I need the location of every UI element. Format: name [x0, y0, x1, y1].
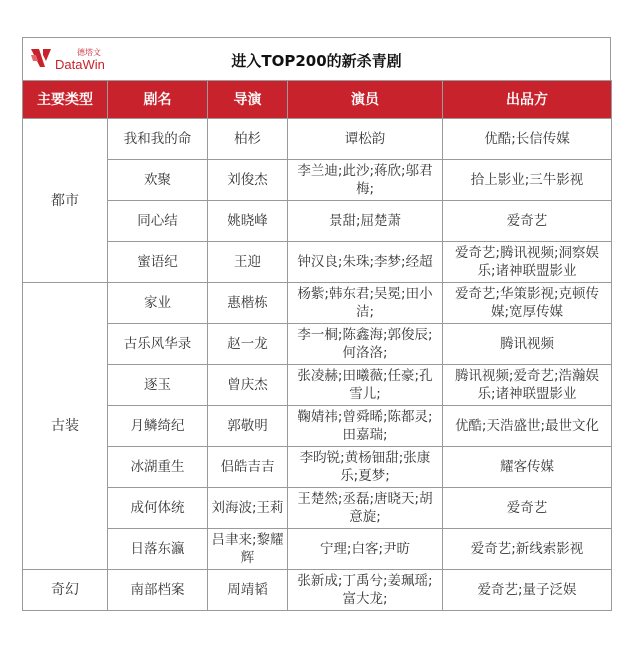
drama-director: 吕聿来;黎耀辉: [208, 529, 288, 570]
drama-actors: 李兰迪;此沙;蒋欣;邬君梅;: [288, 160, 443, 201]
table-row: [23, 488, 612, 529]
table-row: [23, 529, 612, 570]
drama-producer: 爱奇艺;腾讯视频;洞察娱乐;诸神联盟影业: [443, 242, 612, 283]
drama-director: 侣皓吉吉: [208, 447, 288, 488]
table-row: [23, 570, 612, 611]
drama-actors: 杨紫;韩东君;吴冕;田小洁;: [288, 283, 443, 324]
title-bar: [22, 37, 611, 80]
drama-director: 王迎: [208, 242, 288, 283]
drama-actors: 景甜;屈楚萧: [288, 201, 443, 242]
drama-producer: 优酷;天浩盛世;最世文化: [443, 406, 612, 447]
drama-name: 逐玉: [108, 365, 208, 406]
table-header-row: [23, 81, 612, 119]
drama-director: 郭敬明: [208, 406, 288, 447]
drama-name: 南部档案: [108, 570, 208, 611]
table-row: [23, 447, 612, 488]
drama-producer: 爱奇艺: [443, 201, 612, 242]
drama-name: 同心结: [108, 201, 208, 242]
drama-director: 曾庆杰: [208, 365, 288, 406]
drama-actors: 王楚然;丞磊;唐晓天;胡意旋;: [288, 488, 443, 529]
table-row: [23, 365, 612, 406]
table-title: 进入TOP200的新杀青剧: [231, 52, 402, 70]
drama-producer: 爱奇艺;新线索影视: [443, 529, 612, 570]
drama-actors: 李一桐;陈鑫海;郭俊辰;何洛洛;: [288, 324, 443, 365]
table-row: [23, 406, 612, 447]
drama-table: [22, 80, 612, 611]
drama-producer: 耀客传媒: [443, 447, 612, 488]
logo-cn-text: 德塔文: [77, 48, 101, 57]
drama-director: 刘海波;王莉: [208, 488, 288, 529]
drama-producer: 爱奇艺;华策影视;克顿传媒;宽厚传媒: [443, 283, 612, 324]
drama-actors: 钟汉良;朱珠;李梦;经超: [288, 242, 443, 283]
table-row: [23, 242, 612, 283]
drama-director: 周靖韬: [208, 570, 288, 611]
header-genre: 主要类型: [23, 81, 108, 119]
drama-producer: 拾上影业;三牛影视: [443, 160, 612, 201]
drama-actors: 谭松韵: [288, 119, 443, 160]
drama-name: 月鳞绮纪: [108, 406, 208, 447]
drama-producer: 腾讯视频;爱奇艺;浩瀚娱乐;诸神联盟影业: [443, 365, 612, 406]
header-actors: 演员: [288, 81, 443, 119]
table-row: [23, 160, 612, 201]
table-row: [23, 324, 612, 365]
drama-producer: 爱奇艺: [443, 488, 612, 529]
drama-name: 古乐风华录: [108, 324, 208, 365]
table-row: [23, 201, 612, 242]
drama-producer: 腾讯视频: [443, 324, 612, 365]
drama-actors: 宁理;白客;尹昉: [288, 529, 443, 570]
drama-name: 家业: [108, 283, 208, 324]
drama-actors: 鞠婧祎;曾舜晞;陈都灵;田嘉瑞;: [288, 406, 443, 447]
genre-cell: 都市: [23, 119, 108, 283]
drama-name: 我和我的命: [108, 119, 208, 160]
genre-cell: 奇幻: [23, 570, 108, 611]
drama-producer: 优酷;长信传媒: [443, 119, 612, 160]
drama-name: 欢聚: [108, 160, 208, 201]
genre-cell: 古装: [23, 283, 108, 570]
drama-actors: 张凌赫;田曦薇;任豪;孔雪儿;: [288, 365, 443, 406]
drama-director: 赵一龙: [208, 324, 288, 365]
drama-name: 蜜语纪: [108, 242, 208, 283]
drama-name: 冰湖重生: [108, 447, 208, 488]
drama-name: 日落东瀛: [108, 529, 208, 570]
table-row: [23, 283, 612, 324]
logo-en-text: DataWin: [55, 57, 105, 72]
table-row: [23, 119, 612, 160]
drama-table-card: [22, 37, 611, 611]
drama-director: 刘俊杰: [208, 160, 288, 201]
drama-producer: 爱奇艺;量子泛娱: [443, 570, 612, 611]
header-director: 导演: [208, 81, 288, 119]
drama-actors: 张新成;丁禹兮;姜珮瑶;富大龙;: [288, 570, 443, 611]
drama-director: 柏杉: [208, 119, 288, 160]
header-title: 剧名: [108, 81, 208, 119]
drama-name: 成何体统: [108, 488, 208, 529]
drama-actors: 李昀锐;黄杨钿甜;张康乐;夏梦;: [288, 447, 443, 488]
drama-director: 惠楷栋: [208, 283, 288, 324]
header-producer: 出品方: [443, 81, 612, 119]
drama-director: 姚晓峰: [208, 201, 288, 242]
